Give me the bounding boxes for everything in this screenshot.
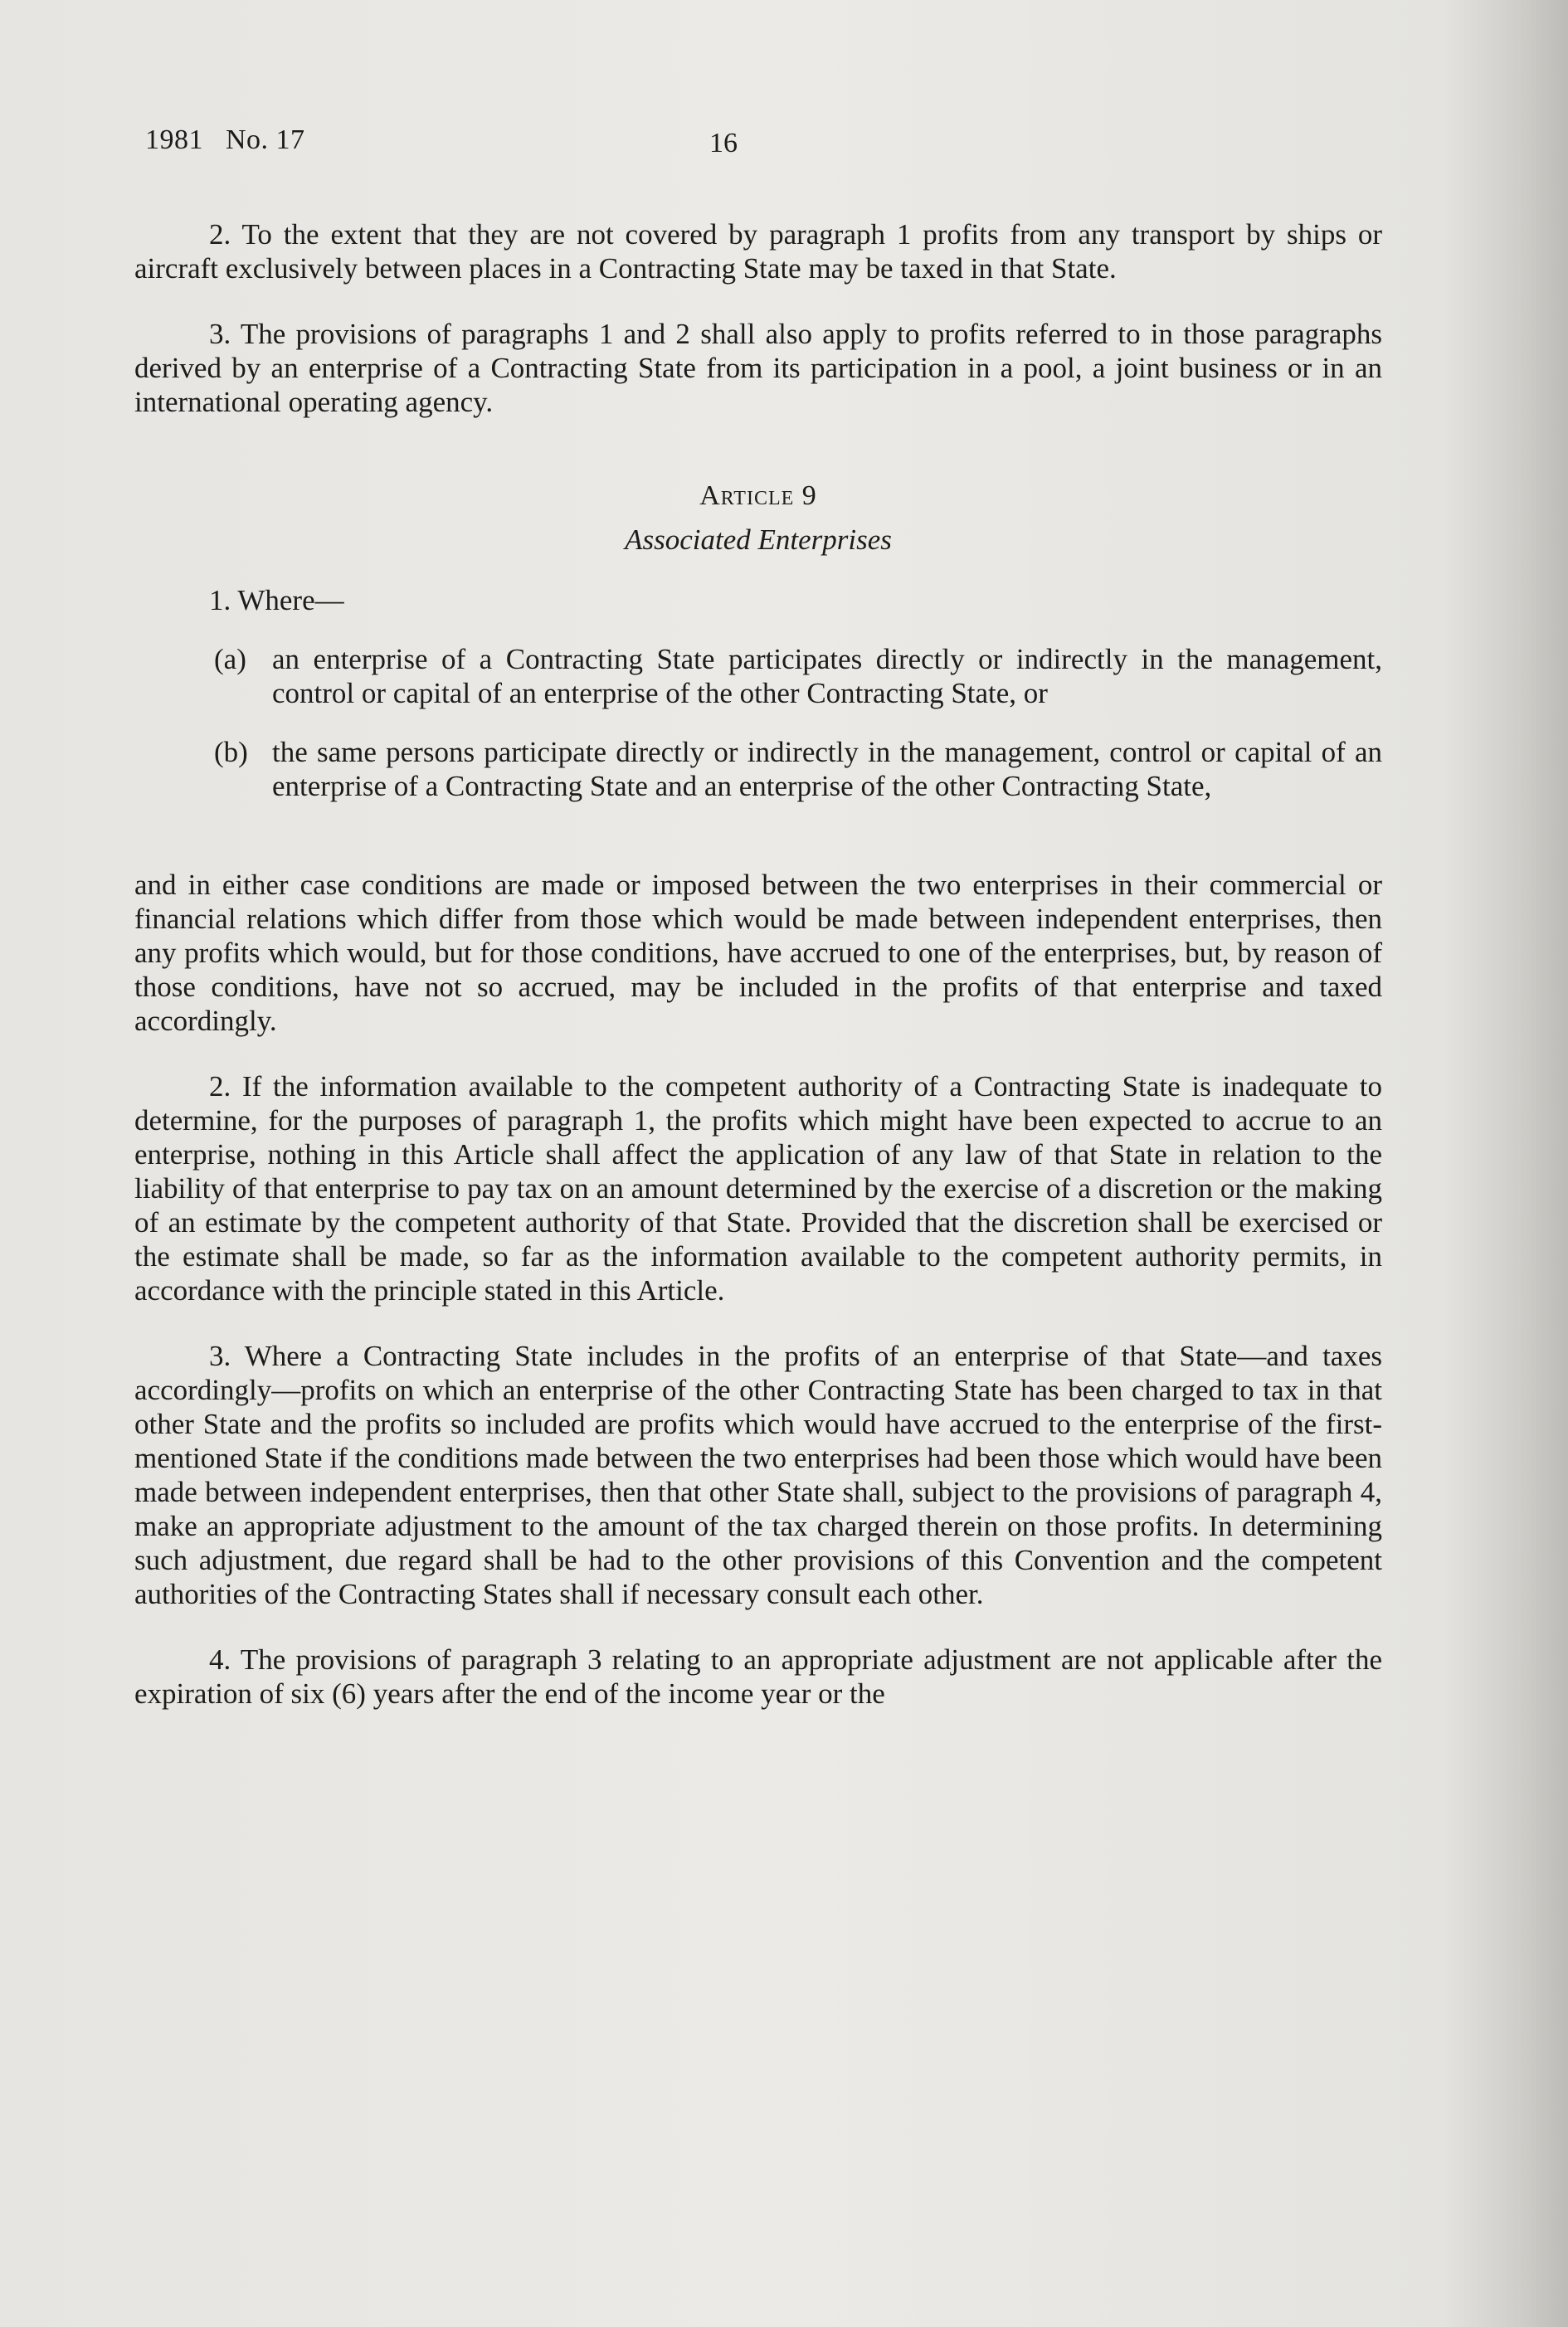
- list-item-text: an enterprise of a Contracting State participates directly or indirectly in the management, control or capital of an enterprise of the other Contracting State, or: [272, 643, 1382, 709]
- header-act-number: No. 17: [226, 124, 305, 155]
- header-year: 1981: [145, 124, 203, 155]
- paragraph-9-1-intro: 1. Where—: [209, 584, 344, 616]
- list-item-b: [134, 735, 1382, 803]
- list-item-label: (a): [214, 643, 246, 675]
- list-item-a: [134, 642, 1382, 710]
- paragraph-9-1-continuation: and in either case conditions are made or imposed between the two enterprises in their commercial or financial relations which differ from those which would be made between independent enterprises, then any profits which would, but for those conditions, have accrued to one of the enterprises, but, by reason of those conditions, have not so accrued, may be included in the profits of that enterprise and taxed accordingly.: [134, 869, 1382, 1037]
- list-item-text: the same persons participate directly or indirectly in the management, control or capital of an enterprise of a Contracting State and an enterprise of the other Contracting State,: [272, 736, 1382, 802]
- paragraph-9-4: 4. The provisions of paragraph 3 relating to an appropriate adjustment are not applicable after the expiration of six (6) years after the end of the income year or the: [134, 1643, 1382, 1710]
- article-title: Associated Enterprises: [625, 523, 892, 556]
- document-body: [134, 217, 1382, 1711]
- page-number: 16: [709, 128, 738, 158]
- paragraph-8-3: 3. The provisions of paragraphs 1 and 2 shall also apply to profits referred to in those paragraphs derived by an enterprise of a Contracting State from its participation in a pool, a joint business or in an international operating agency.: [134, 318, 1382, 418]
- paragraph-9-2: 2. If the information available to the competent authority of a Contracting State is inadequate to determine, for the purposes of paragraph 1, the profits which might have been expected to accrue to an enterprise, nothing in this Article shall affect the application of any law of that State in relation to the liability of that enterprise to pay tax on an amount determined by the exercise of a discretion or the making of an estimate by the competent authority of that State. Provided that the discretion shall be exercised or the estimate shall be made, so far as the information available to the competent authority permits, in accordance with the principle stated in this Article.: [134, 1070, 1382, 1307]
- list-item-label: (b): [214, 736, 248, 768]
- page-header: [145, 124, 305, 156]
- paragraph-8-2: 2. To the extent that they are not covered by paragraph 1 profits from any transport by ships or aircraft exclusively between places in a Contracting State may be taxed in that State.: [134, 218, 1382, 285]
- article-heading: Article 9: [699, 480, 817, 511]
- paragraph-9-3: 3. Where a Contracting State includes in the profits of an enterprise of that State—and taxes accordingly—profits on which an enterprise of the other Contracting State has been charged to tax in that other State and the profits so included are profits which would have accrued to the enterprise of the first-mentioned State if the conditions made between the two enterprises had been those which would have been made between independent enterprises, then that other State shall, subject to the provisions of paragraph 4, make an appropriate adjustment to the amount of the tax charged therein on those profits. In determining such adjustment, due regard shall be had to the other provisions of this Convention and the competent authorities of the Contracting States shall if necessary consult each other.: [134, 1340, 1382, 1610]
